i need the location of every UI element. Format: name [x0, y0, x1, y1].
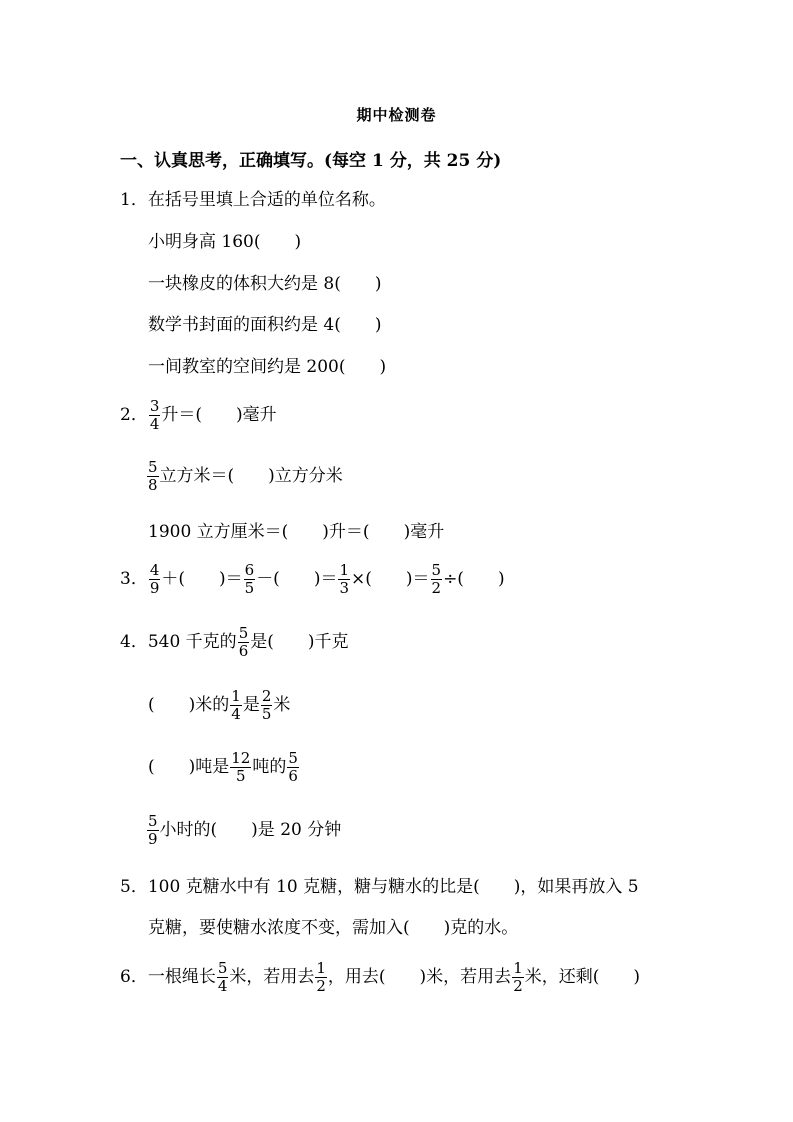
question-number: 5．	[120, 877, 148, 897]
question-1	[120, 188, 386, 212]
q2-part-b: $\frac{5}{8}$ 立方米＝( )立方分米	[148, 458, 343, 494]
q1-item: 数学书封面的面积约是 4( )	[148, 315, 382, 335]
fraction: $\frac{5}{8}$	[148, 458, 158, 494]
q4-part-c: ( )吨是 $\frac{12}{5}$ 吨的 $\frac{5}{6}$	[148, 749, 298, 785]
fraction: $\frac{4}{9}$	[149, 561, 160, 597]
fraction: $\frac{3}{4}$	[149, 397, 160, 433]
question-4: 4．540 千克的 $\frac{5}{6}$ 是( )千克	[120, 624, 349, 660]
fraction: $\frac{5}{6}$	[238, 624, 249, 660]
question-number: 4．	[120, 632, 148, 652]
question-number: 6．	[120, 967, 148, 987]
fraction: $\frac{12}{5}$	[231, 749, 251, 785]
fraction: $\frac{1}{2}$	[316, 959, 326, 995]
question-number: 3．	[120, 569, 148, 589]
fraction: $\frac{2}{5}$	[261, 687, 272, 723]
fraction: $\frac{1}{2}$	[513, 959, 523, 995]
fraction: $\frac{5}{9}$	[148, 812, 158, 848]
fraction: $\frac{5}{6}$	[288, 749, 298, 785]
fraction: $\frac{6}{5}$	[244, 561, 255, 597]
q5-line-2: 克糖，要使糖水浓度不变，需加入( )克的水。	[148, 918, 519, 938]
fraction: $\frac{5}{2}$	[431, 561, 442, 597]
fraction: $\frac{5}{4}$	[217, 959, 228, 995]
question-5: 5．100 克糖水中有 10 克糖，糖与糖水的比是( )，如果再放入 5	[120, 877, 639, 897]
q1-item: 一块橡皮的体积大约是 8( )	[148, 274, 382, 294]
q1-item: 一间教室的空间约是 200( )	[148, 357, 387, 377]
fraction: $\frac{1}{3}$	[339, 561, 349, 597]
question-6: 6．一根绳长 $\frac{5}{4}$ 米，若用去 $\frac{1}{2}$ ，用去( )米，若用去 $\frac{1}{2}$ 米，还剩( )	[120, 959, 640, 995]
page-title: 期中检测卷	[356, 106, 437, 124]
question-2	[120, 398, 277, 433]
q4-part-d: $\frac{5}{9}$ 小时的( )是 20 分钟	[148, 812, 342, 848]
section-heading-1: 一、认真思考，正确填写。(每空 1 分，共 25 分)	[120, 151, 502, 171]
question-3: 3． $\frac{4}{9}$ ＋( )＝ $\frac{6}{5}$ －( )＝ $\frac{1}{3}$ ×( )＝ $\frac{5}{2}$ ÷( )	[120, 561, 505, 597]
q2-part-a: 升＝( )毫升	[161, 405, 277, 425]
q4-part-b: ( )米的 $\frac{1}{4}$ 是 $\frac{2}{5}$ 米	[148, 687, 291, 723]
q1-item: 小明身高 160( )	[148, 232, 302, 252]
q2-part-c: 1900 立方厘米＝( )升＝( )毫升	[148, 522, 445, 542]
question-number: 1．	[120, 190, 148, 210]
question-number: 2．	[120, 405, 148, 425]
question-text: 在括号里填上合适的单位名称。	[147, 190, 386, 210]
fraction: $\frac{1}{4}$	[231, 687, 241, 723]
